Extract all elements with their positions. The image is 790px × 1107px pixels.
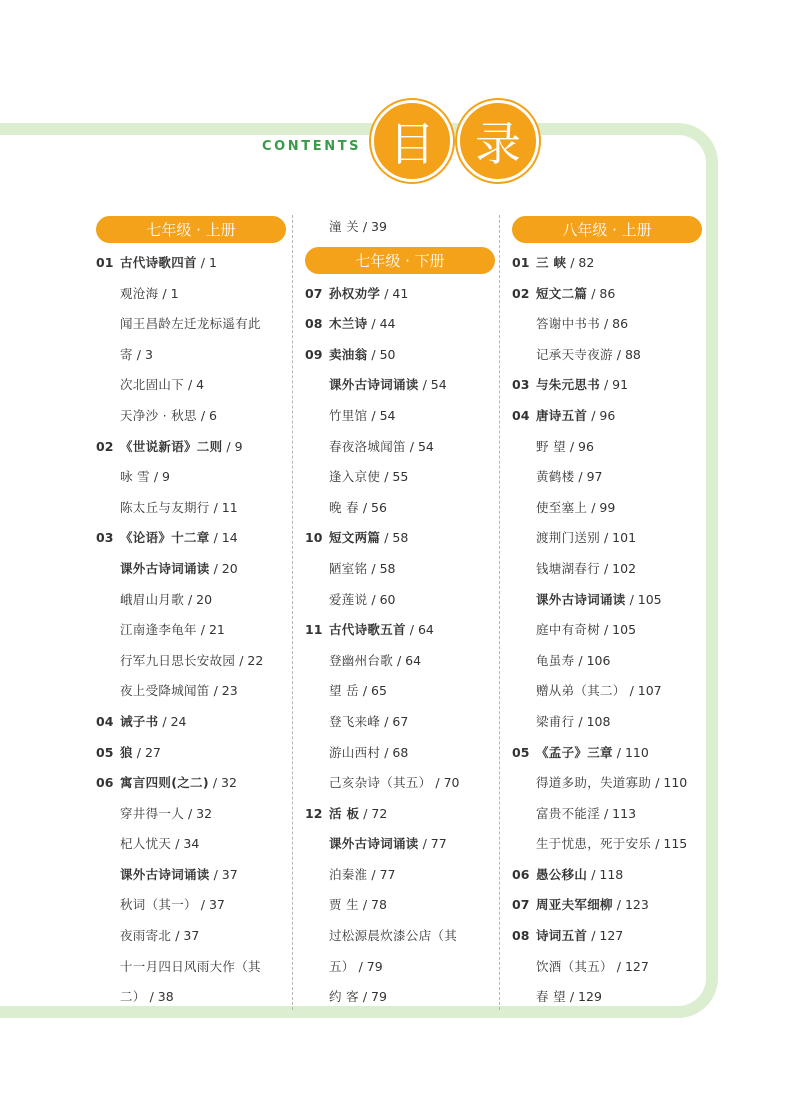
- toc-entry[interactable]: [96, 860, 286, 891]
- entry-page: / 65: [362, 683, 387, 699]
- entry-page: / 24: [162, 713, 187, 729]
- entry-title: 晚 春: [329, 499, 359, 515]
- entry-title: 峨眉山月歌: [120, 591, 185, 607]
- entry-page: / 127: [591, 928, 624, 944]
- entry-title: 己亥杂诗（其五）: [329, 775, 432, 791]
- entry-title: 望 岳: [329, 683, 359, 699]
- toc-entry[interactable]: [96, 768, 286, 799]
- entry-title: 课外古诗词诵读: [329, 836, 419, 852]
- entry-page: / 64: [409, 622, 434, 638]
- section-pill-grade7-vol1: 七年级 · 上册: [96, 216, 286, 243]
- toc-entry[interactable]: [96, 493, 286, 524]
- entry-page: / 77: [422, 836, 447, 852]
- toc-entry[interactable]: [96, 952, 286, 983]
- entry-page: / 78: [362, 897, 387, 913]
- entry-title: 登幽州台歌: [329, 652, 394, 668]
- entry-page: / 105: [604, 622, 637, 638]
- entry-number: 08: [305, 316, 323, 332]
- entry-title: 活 板: [329, 805, 360, 821]
- toc-entry[interactable]: [96, 799, 286, 830]
- toc-entry[interactable]: [512, 921, 702, 952]
- toc-entry[interactable]: [305, 554, 495, 585]
- toc-entry[interactable]: [96, 279, 286, 310]
- toc-entry[interactable]: [512, 279, 702, 310]
- entry-page: / 14: [213, 530, 238, 546]
- entry-title: 夜雨寄北: [120, 928, 172, 944]
- entry-title: 与朱元思书: [536, 377, 601, 393]
- entry-title: 钱塘湖春行: [536, 560, 601, 576]
- toc-entry[interactable]: [305, 829, 495, 860]
- toc-entry[interactable]: [96, 585, 286, 616]
- entry-title: 《孟子》三章: [536, 744, 613, 760]
- toc-entry[interactable]: [96, 676, 286, 707]
- entry-page: / 56: [362, 499, 387, 515]
- toc-entry[interactable]: [96, 370, 286, 401]
- entry-title: 得道多助，失道寡助: [536, 775, 652, 791]
- entry-title: 使至塞上: [536, 499, 588, 515]
- toc-entry[interactable]: [96, 523, 286, 554]
- toc-entry[interactable]: [512, 340, 702, 371]
- entry-number: 08: [512, 928, 530, 944]
- entry-number: 11: [305, 622, 323, 638]
- entry-title: 陋室铭: [329, 560, 368, 576]
- entry-page: / 67: [384, 713, 409, 729]
- entry-number: 02: [96, 438, 114, 454]
- toc-entry[interactable]: [96, 462, 286, 493]
- toc-entry[interactable]: [96, 707, 286, 738]
- entry-title: 木兰诗: [329, 316, 368, 332]
- entry-page: / 44: [371, 316, 396, 332]
- toc-entry[interactable]: [305, 615, 495, 646]
- toc-entry[interactable]: [512, 523, 702, 554]
- entry-page: / 110: [616, 744, 649, 760]
- entry-title: 约 客: [329, 989, 359, 1005]
- toc-entry[interactable]: [512, 370, 702, 401]
- entry-page: / 86: [591, 285, 616, 301]
- entry-number: 04: [512, 407, 530, 423]
- toc-entry[interactable]: [512, 799, 702, 830]
- toc-entry[interactable]: [512, 738, 702, 769]
- toc-entry[interactable]: [305, 309, 495, 340]
- toc-entry[interactable]: [512, 432, 702, 463]
- toc-entry[interactable]: [96, 615, 286, 646]
- entry-page: / 38: [149, 989, 174, 1005]
- toc-entry[interactable]: [96, 248, 286, 279]
- entry-title: 周亚夫军细柳: [536, 897, 613, 913]
- entry-page: / 102: [604, 560, 637, 576]
- entry-title: 十一月四日风雨大作（其: [120, 958, 261, 974]
- entry-page: / 41: [384, 285, 409, 301]
- toc-entry[interactable]: [305, 432, 495, 463]
- entry-title: 龟虽寿: [536, 652, 575, 668]
- entry-page: / 88: [616, 346, 641, 362]
- entry-page: / 118: [591, 866, 624, 882]
- entry-title: 二）: [120, 989, 146, 1005]
- entry-title: 课外古诗词诵读: [536, 591, 626, 607]
- toc-entry[interactable]: [305, 370, 495, 401]
- toc-entry[interactable]: [96, 921, 286, 952]
- entry-number: 01: [512, 255, 530, 270]
- entry-title: 咏 雪: [120, 469, 150, 485]
- entry-number: 05: [96, 744, 114, 760]
- entry-number: 03: [512, 377, 530, 393]
- toc-entry[interactable]: [96, 829, 286, 860]
- entry-title: 诗词五首: [536, 928, 588, 944]
- entry-title: 三 峡: [536, 255, 567, 270]
- entry-page: / 55: [384, 469, 409, 485]
- entry-title: 《论语》十二章: [120, 530, 210, 546]
- toc-entry[interactable]: [96, 340, 286, 371]
- entry-title: 诫子书: [120, 713, 159, 729]
- entry-number: 04: [96, 713, 114, 729]
- entry-title: 愚公移山: [536, 866, 588, 882]
- toc-entry[interactable]: [96, 309, 286, 340]
- entry-page: / 79: [362, 989, 387, 1005]
- entry-title: 野 望: [536, 438, 566, 454]
- entry-page: / 86: [604, 316, 629, 332]
- entry-title: 狼: [120, 744, 133, 760]
- entry-title: 江南逢李龟年: [120, 622, 197, 638]
- toc-entry[interactable]: [96, 738, 286, 769]
- toc-entry[interactable]: [512, 248, 702, 279]
- toc-entry[interactable]: [305, 212, 495, 243]
- entry-page: / 4: [188, 377, 205, 393]
- toc-entry[interactable]: [512, 615, 702, 646]
- column-separator: [499, 215, 500, 1010]
- entry-title: 记承天寺夜游: [536, 346, 613, 362]
- toc-entry[interactable]: [96, 554, 286, 585]
- entry-page: / 101: [604, 530, 637, 546]
- toc-entry[interactable]: [512, 982, 702, 1013]
- entry-page: / 54: [409, 438, 434, 454]
- entry-page: / 58: [371, 560, 396, 576]
- entry-title: 唐诗五首: [536, 407, 588, 423]
- entry-number: 06: [512, 866, 530, 882]
- entry-number: 07: [305, 285, 323, 301]
- entry-page: / 68: [384, 744, 409, 760]
- entry-title: 杞人忧天: [120, 836, 172, 852]
- toc-entry[interactable]: [512, 401, 702, 432]
- entry-number: 12: [305, 805, 323, 821]
- entry-page: / 39: [362, 219, 387, 234]
- toc-entry[interactable]: [512, 646, 702, 677]
- toc-entry[interactable]: [305, 799, 495, 830]
- toc-entry[interactable]: [512, 890, 702, 921]
- entry-page: / 23: [213, 683, 238, 699]
- section-pill-grade8-vol1: 八年级 · 上册: [512, 216, 702, 243]
- toc-column-grade7-vol2: [305, 212, 495, 1013]
- entry-number: 07: [512, 897, 530, 913]
- entry-title: 观沧海: [120, 285, 159, 301]
- entry-page: / 20: [213, 560, 238, 576]
- entry-page: / 20: [188, 591, 213, 607]
- entry-title: 短文两篇: [329, 530, 381, 546]
- entry-page: / 37: [213, 866, 238, 882]
- entry-title: 庭中有奇树: [536, 622, 601, 638]
- entry-title: 爱莲说: [329, 591, 368, 607]
- entry-page: / 32: [188, 805, 213, 821]
- entry-page: / 34: [175, 836, 200, 852]
- entry-title: 春夜洛城闻笛: [329, 438, 406, 454]
- entry-page: / 27: [136, 744, 161, 760]
- toc-entry[interactable]: [512, 676, 702, 707]
- entry-title: 饮酒（其五）: [536, 958, 613, 974]
- entry-title: 短文二篇: [536, 285, 588, 301]
- entry-title: 天净沙 · 秋思: [120, 407, 197, 423]
- toc-entry[interactable]: [305, 952, 495, 983]
- entry-page: / 50: [371, 346, 396, 362]
- toc-entry[interactable]: [305, 676, 495, 707]
- toc-column-grade7-vol1: [96, 212, 286, 1013]
- toc-list: [96, 248, 286, 1013]
- entry-title: 潼 关: [329, 219, 359, 234]
- toc-entry[interactable]: [305, 738, 495, 769]
- entry-title: 游山西村: [329, 744, 381, 760]
- entry-title: 卖油翁: [329, 346, 368, 362]
- entry-page: / 105: [629, 591, 662, 607]
- entry-page: / 9: [226, 438, 243, 454]
- entry-page: / 129: [569, 989, 602, 1005]
- entry-page: / 9: [153, 469, 170, 485]
- title-char-1: 目: [371, 100, 453, 182]
- entry-page: / 110: [655, 775, 688, 791]
- column-separator: [292, 215, 293, 1010]
- entry-page: / 97: [578, 469, 603, 485]
- entry-title: 陈太丘与友期行: [120, 499, 210, 515]
- entry-title: 过松源晨炊漆公店（其: [329, 928, 458, 944]
- entry-title: 寓言四则(之二): [120, 775, 209, 791]
- entry-page: / 21: [200, 622, 225, 638]
- toc-entry[interactable]: [512, 309, 702, 340]
- entry-title: 课外古诗词诵读: [120, 560, 210, 576]
- toc-entry[interactable]: [305, 493, 495, 524]
- toc-entry[interactable]: [305, 860, 495, 891]
- entry-title: 孙权劝学: [329, 285, 381, 301]
- entry-number: 10: [305, 530, 323, 546]
- entry-page: / 58: [384, 530, 409, 546]
- entry-title: 《世说新语》二则: [120, 438, 223, 454]
- entry-title: 夜上受降城闻笛: [120, 683, 210, 699]
- toc-entry[interactable]: [96, 982, 286, 1013]
- entry-page: / 113: [604, 805, 637, 821]
- entry-title: 秋词（其一）: [120, 897, 197, 913]
- entry-page: / 64: [397, 652, 422, 668]
- entry-page: / 32: [212, 775, 237, 791]
- toc-entry[interactable]: [96, 890, 286, 921]
- entry-page: / 54: [371, 407, 396, 423]
- entry-page: / 91: [604, 377, 629, 393]
- entry-title: 渡荆门送别: [536, 530, 601, 546]
- toc-entry[interactable]: [512, 829, 702, 860]
- entry-number: 06: [96, 775, 114, 791]
- entry-page: / 6: [200, 407, 217, 423]
- entry-title: 古代诗歌四首: [120, 255, 197, 270]
- entry-page: / 3: [136, 346, 153, 362]
- toc-entry[interactable]: [305, 279, 495, 310]
- entry-title: 次北固山下: [120, 377, 185, 393]
- toc-entry[interactable]: [305, 890, 495, 921]
- entry-number: 09: [305, 346, 323, 362]
- entry-title: 泊秦淮: [329, 866, 368, 882]
- entry-title: 行军九日思长安故园: [120, 652, 236, 668]
- entry-title: 逢入京使: [329, 469, 381, 485]
- entry-page: / 127: [616, 958, 649, 974]
- contents-word: CONTENTS: [262, 139, 362, 154]
- entry-page: / 77: [371, 866, 396, 882]
- entry-number: 05: [512, 744, 530, 760]
- entry-page: / 1: [162, 285, 179, 301]
- toc-entry[interactable]: [512, 707, 702, 738]
- entry-number: 02: [512, 285, 530, 301]
- toc-entry[interactable]: [96, 646, 286, 677]
- entry-page: / 11: [213, 499, 238, 515]
- title-char-2: 录: [457, 100, 539, 182]
- toc-list: [305, 279, 495, 1013]
- entry-title: 赠从弟（其二）: [536, 683, 626, 699]
- entry-title: 登飞来峰: [329, 713, 381, 729]
- entry-page: / 108: [578, 713, 611, 729]
- toc-entry[interactable]: [96, 432, 286, 463]
- toc-entry[interactable]: [305, 921, 495, 952]
- entry-page: / 37: [200, 897, 225, 913]
- entry-title: 穿井得一人: [120, 805, 185, 821]
- entry-page: / 96: [591, 407, 616, 423]
- toc-entry[interactable]: [96, 401, 286, 432]
- toc-entry[interactable]: [512, 554, 702, 585]
- entry-title: 生于忧患，死于安乐: [536, 836, 652, 852]
- toc-column-grade8-vol1: [512, 212, 702, 1013]
- entry-title: 梁甫行: [536, 713, 575, 729]
- entry-number: 01: [96, 255, 114, 270]
- entry-page: / 60: [371, 591, 396, 607]
- entry-title: 答谢中书书: [536, 316, 601, 332]
- entry-page: / 22: [239, 652, 264, 668]
- entry-title: 古代诗歌五首: [329, 622, 406, 638]
- toc-entry[interactable]: [305, 523, 495, 554]
- entry-title: 春 望: [536, 989, 566, 1005]
- entry-page: / 123: [616, 897, 649, 913]
- toc-entry[interactable]: [512, 768, 702, 799]
- entry-page: / 107: [629, 683, 662, 699]
- entry-page: / 96: [569, 438, 594, 454]
- section-pill-grade7-vol2: 七年级 · 下册: [305, 247, 495, 274]
- toc-entry[interactable]: [305, 982, 495, 1013]
- toc-entry[interactable]: [512, 860, 702, 891]
- toc-entry[interactable]: [512, 493, 702, 524]
- entry-page: / 70: [435, 775, 460, 791]
- entry-page: / 99: [591, 499, 616, 515]
- entry-title: 闻王昌龄左迁龙标遥有此: [120, 316, 261, 332]
- toc-list: [512, 248, 702, 1013]
- entry-page: / 54: [422, 377, 447, 393]
- toc-list: [305, 212, 495, 243]
- entry-title: 富贵不能淫: [536, 805, 601, 821]
- toc-entry[interactable]: [305, 462, 495, 493]
- entry-title: 黄鹤楼: [536, 469, 575, 485]
- toc-entry[interactable]: [305, 585, 495, 616]
- entry-page: / 106: [578, 652, 611, 668]
- entry-number: 03: [96, 530, 114, 546]
- entry-title: 寄: [120, 346, 133, 362]
- entry-page: / 82: [570, 255, 595, 270]
- toc-entry[interactable]: [305, 768, 495, 799]
- entry-page: / 72: [363, 805, 388, 821]
- entry-title: 贾 生: [329, 897, 359, 913]
- entry-page: / 115: [655, 836, 688, 852]
- toc-entry[interactable]: [512, 462, 702, 493]
- entry-page: / 1: [200, 255, 217, 270]
- toc-entry[interactable]: [305, 707, 495, 738]
- entry-page: / 79: [358, 958, 383, 974]
- entry-title: 课外古诗词诵读: [329, 377, 419, 393]
- toc-entry[interactable]: [305, 401, 495, 432]
- entry-title: 课外古诗词诵读: [120, 866, 210, 882]
- entry-page: / 37: [175, 928, 200, 944]
- toc-entry[interactable]: [305, 646, 495, 677]
- toc-entry[interactable]: [305, 340, 495, 371]
- toc-entry[interactable]: [512, 952, 702, 983]
- entry-title: 竹里馆: [329, 407, 368, 423]
- toc-entry[interactable]: [512, 585, 702, 616]
- entry-title: 五）: [329, 958, 355, 974]
